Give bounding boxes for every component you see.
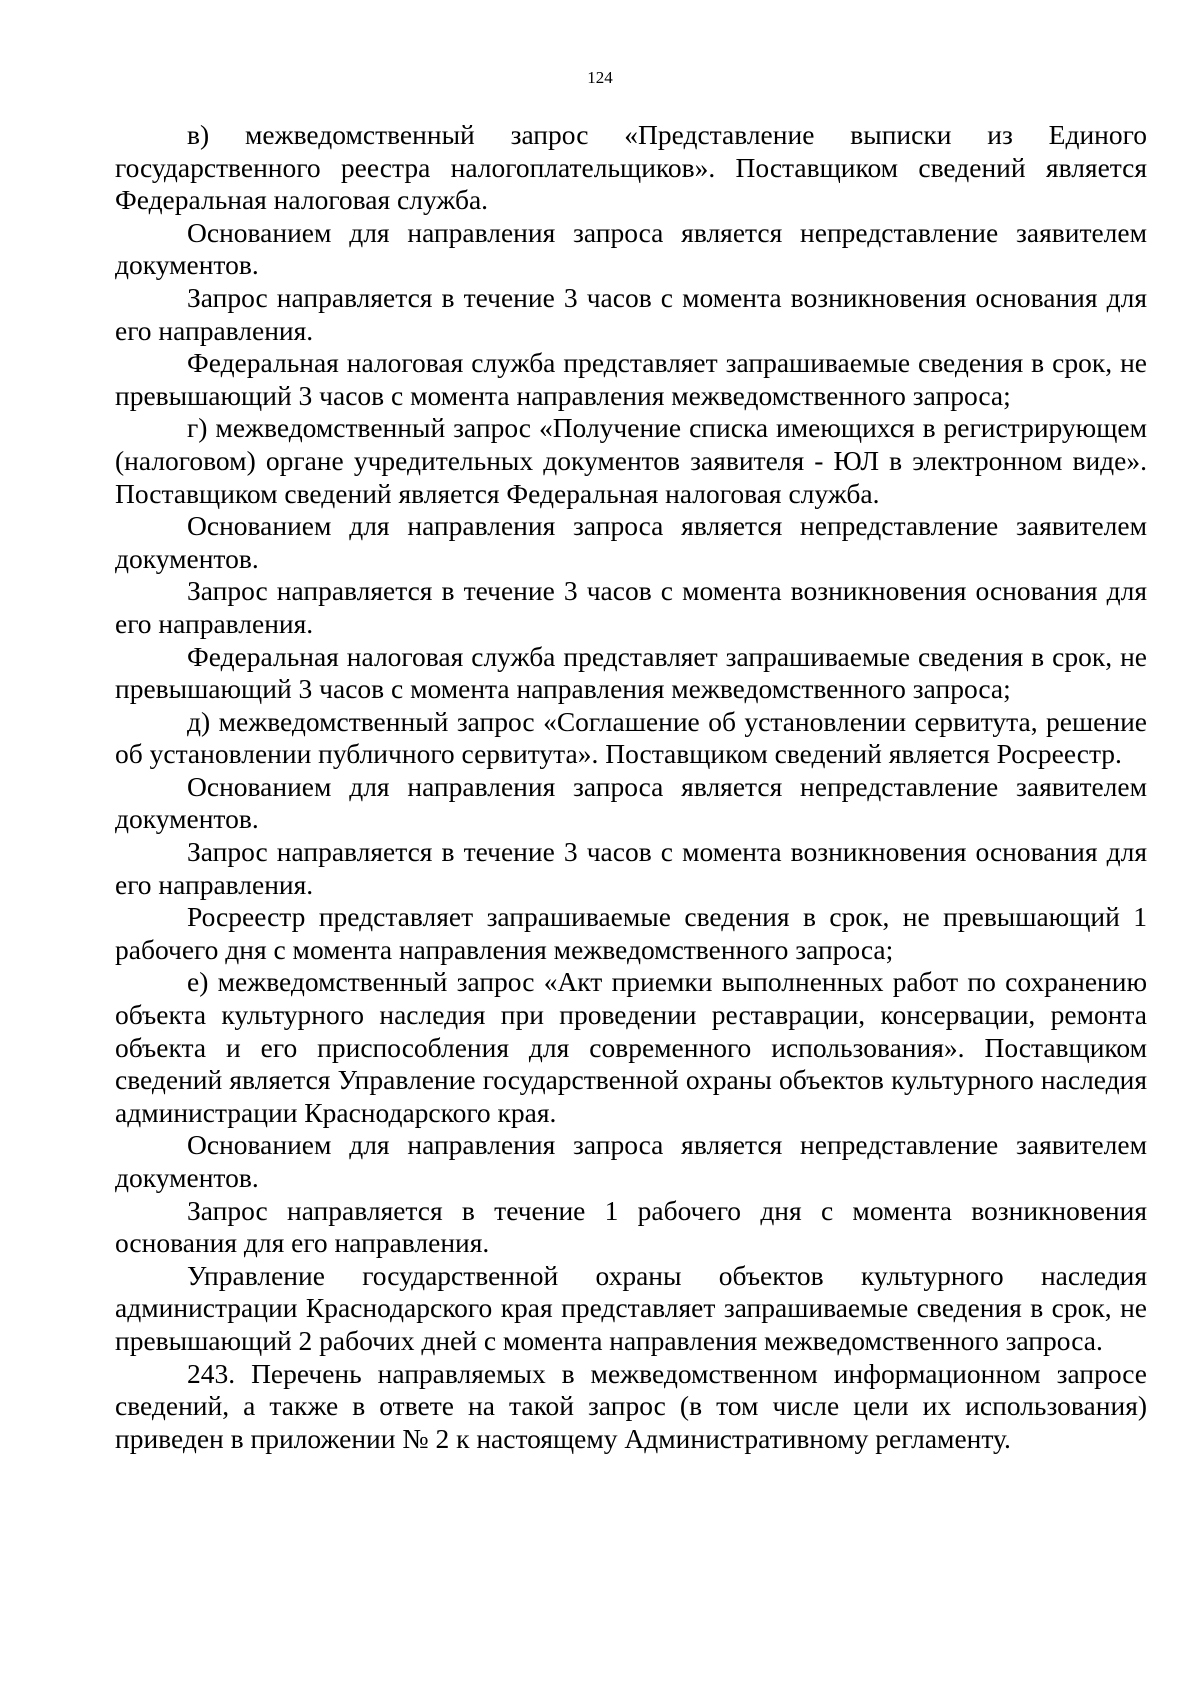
paragraph-timing: Запрос направляется в течение 3 часов с момента возникновения основания для его направления.	[115, 281, 1147, 346]
paragraph-timing: Запрос направляется в течение 3 часов с момента возникновения основания для его направления.	[115, 836, 1147, 900]
paragraph-response-term: Росреестр представляет запрашиваемые сведения в срок, не превышающий 1 рабочего дня с момента направления межведомственного запроса;	[115, 901, 1147, 965]
paragraph-basis: Основанием для направления запроса является непредставление заявителем документов.	[115, 510, 1147, 574]
paragraph-g-request: г) межведомственный запрос «Получение списка имеющихся в регистрирующем (налоговом) органе учредительных документов заявителя - ЮЛ в электронном виде». Поставщиком сведений является Федеральная налоговая служба.	[115, 412, 1147, 509]
paragraph-timing: Запрос направляется в течение 1 рабочего дня с момента возникновения основания для его направления.	[115, 1194, 1147, 1259]
paragraph-response-term: Федеральная налоговая служба представляет запрашиваемые сведения в срок, не превышающий 3 часов с момента направления межведомственного запроса;	[115, 347, 1147, 411]
paragraph-item-243: 243. Перечень направляемых в межведомственном информационном запросе сведений, а также в ответе на такой запрос (в том числе цели их использования) приведен в приложении № 2 к настоящему Административному регламенту.	[115, 1357, 1147, 1454]
paragraph-e-request: е) межведомственный запрос «Акт приемки выполненных работ по сохранению объекта культурного наследия при проведении реставрации, консервации, ремонта объекта и его приспособления для современного использования». Поставщиком сведений является Управление государственной охраны объектов культурного наследия администрации Краснодарского края.	[115, 966, 1147, 1128]
paragraph-response-term: Федеральная налоговая служба представляет запрашиваемые сведения в срок, не превышающий 3 часов с момента направления межведомственного запроса;	[115, 640, 1147, 705]
document-body	[115, 119, 1147, 1455]
paragraph-basis: Основанием для направления запроса является непредставление заявителем документов.	[115, 770, 1147, 835]
paragraph-timing: Запрос направляется в течение 3 часов с момента возникновения основания для его направления.	[115, 575, 1147, 639]
page-number: 124	[587, 68, 613, 87]
paragraph-basis: Основанием для направления запроса является непредставление заявителем документов.	[115, 1129, 1147, 1193]
paragraph-v-request: в) межведомственный запрос «Представление выписки из Единого государственного реестра налогоплательщиков». Поставщиком сведений является Федеральная налоговая служба.	[115, 119, 1147, 216]
paragraph-basis: Основанием для направления запроса является непредставление заявителем документов.	[115, 216, 1147, 281]
paragraph-d-request: д) межведомственный запрос «Соглашение об установлении сервитута, решение об установлении публичного сервитута». Поставщиком сведений является Росреестр.	[115, 705, 1147, 770]
paragraph-response-term: Управление государственной охраны объектов культурного наследия администрации Краснодарского края представляет запрашиваемые сведения в срок, не превышающий 2 рабочих дней с момента направления межведомственного запроса.	[115, 1259, 1147, 1356]
